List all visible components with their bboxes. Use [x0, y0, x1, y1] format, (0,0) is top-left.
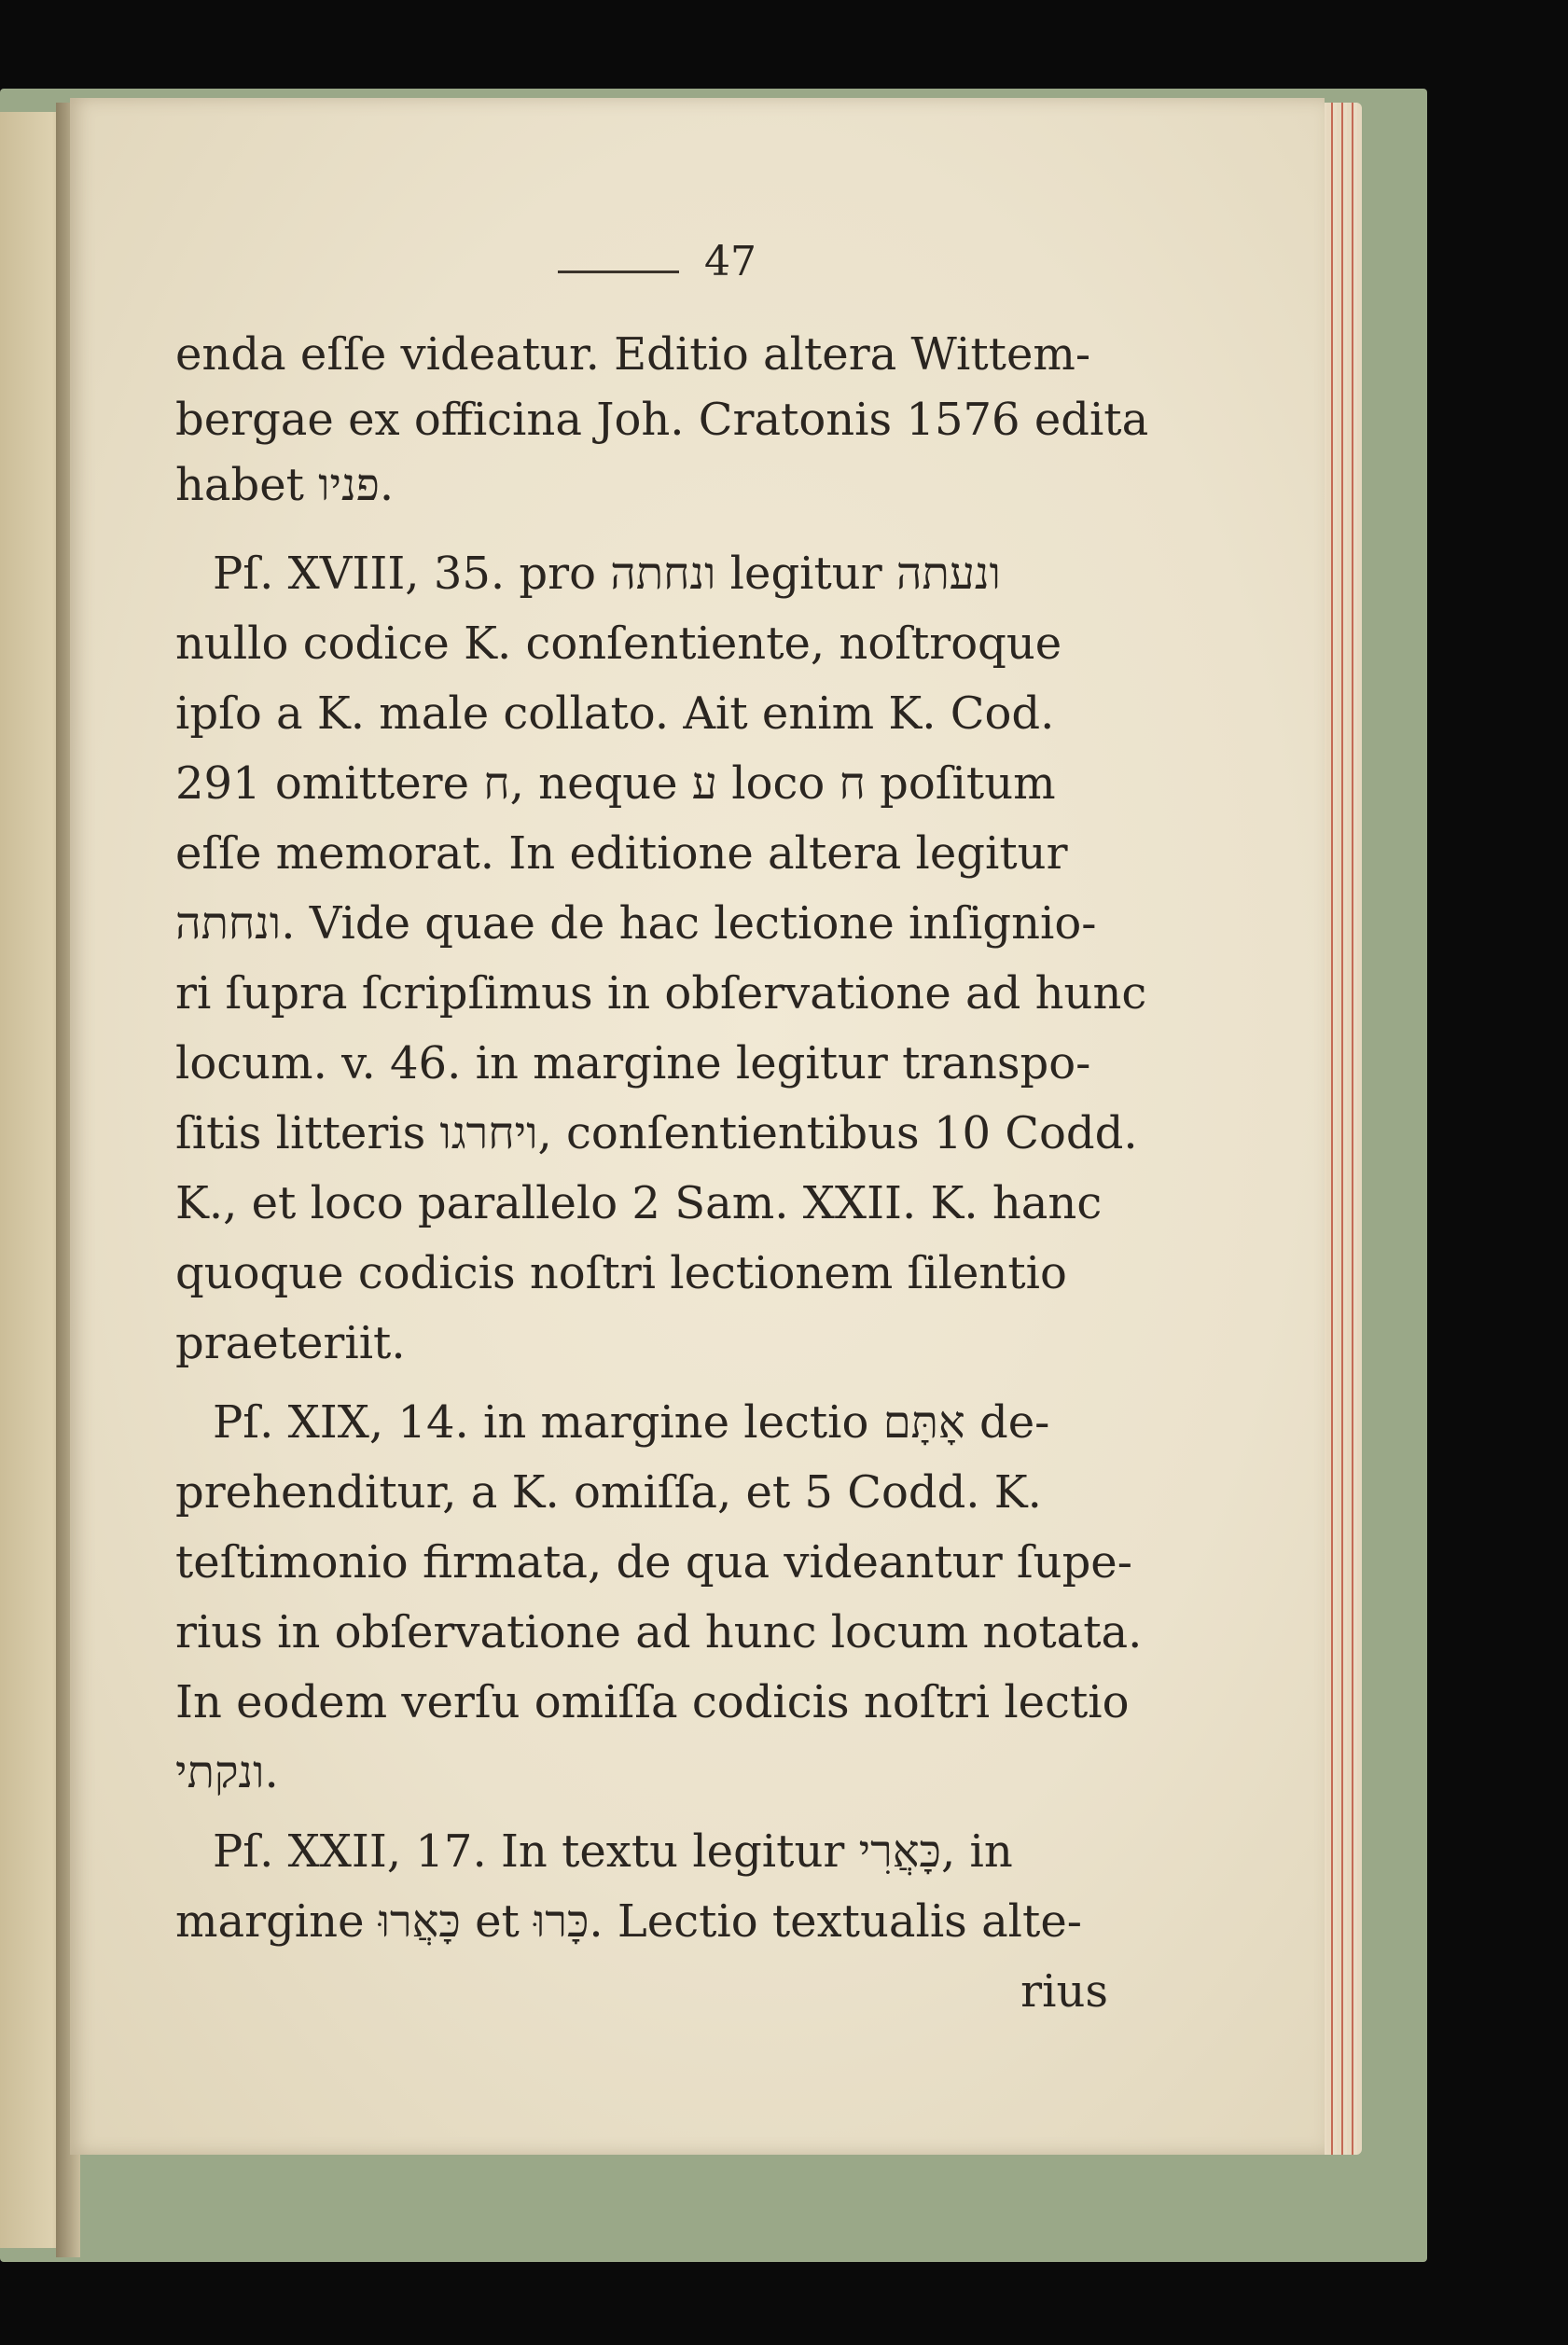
text-line: ונחתה. Vide quae de hac lectione inſignio- — [175, 897, 1097, 950]
text-line: enda eſſe videatur. Editio altera Wittem- — [175, 328, 1091, 381]
text-line: bergae ex officina Joh. Cratonis 1576 edita — [175, 394, 1149, 446]
header-rule — [558, 271, 679, 273]
text-line: teſtimonio firmata, de qua videantur ſupe- — [175, 1536, 1132, 1589]
text-line: 291 omittere ח, neque ע loco ח poſitum — [175, 757, 1056, 810]
page-number: 47 — [704, 238, 756, 285]
text-line: habet פניו. — [175, 459, 395, 511]
text-line: quoque codicis noſtri lectionem ſilentio — [175, 1247, 1067, 1299]
text-line: K., et loco parallelo 2 Sam. XXII. K. hanc — [175, 1177, 1103, 1229]
text-line: margine כָּאֲרוּ et כָּרוּ. Lectio textualis alte- — [175, 1895, 1082, 1948]
catchword: rius — [1020, 1965, 1108, 2018]
text-line: rius in obſervatione ad hunc locum notata. — [175, 1606, 1143, 1658]
text-line: eſſe memorat. In editione altera legitur — [175, 827, 1068, 880]
text-line: locum. v. 46. in margine legitur transpo- — [175, 1037, 1091, 1089]
text-line: In eodem verſu omiſſa codicis noſtri lectio — [175, 1676, 1130, 1728]
text-line: ipſo a K. male collato. Ait enim K. Cod. — [175, 687, 1055, 740]
text-line: ri ſupra ſcripſimus in obſervatione ad hunc — [175, 967, 1147, 1020]
text-line: ונקתי. — [175, 1746, 279, 1798]
text-line: Pſ. XVIII, 35. pro ונחתה legitur ונעתה — [213, 548, 1001, 600]
text-line: ſitis litteris ויחרגו, conſentientibus 10 Codd. — [175, 1107, 1138, 1159]
text-line: prehenditur, a K. omiſſa, et 5 Codd. K. — [175, 1466, 1042, 1519]
text-line: Pſ. XXII, 17. In textu legitur כָּאֲרִי, in — [213, 1825, 1013, 1878]
text-line: Pſ. XIX, 14. in margine lectio אָתָּם de- — [213, 1396, 1050, 1449]
text-line: praeteriit. — [175, 1317, 406, 1369]
text-line: nullo codice K. conſentiente, noſtroque — [175, 617, 1062, 670]
